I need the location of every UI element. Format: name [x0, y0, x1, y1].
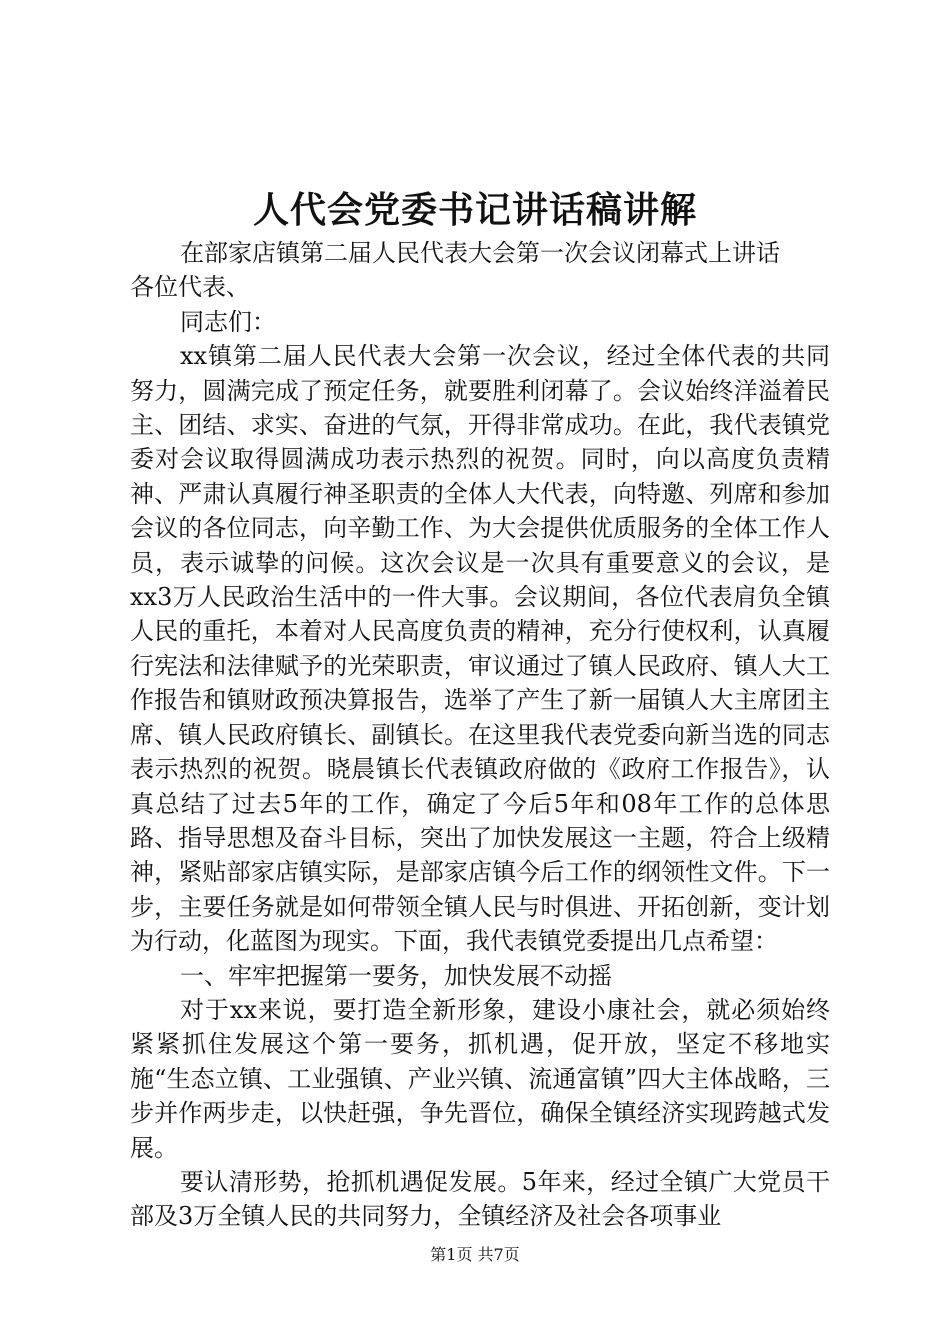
body-paragraph: 对于xx来说，要打造全新形象，建设小康社会，就必须始终紧紧抓住发展这个第一要务，抓机遇，促开放，坚定不移地实施“生态立镇、工业强镇、产业兴镇、流通富镇”四大主体战略，三步并作两步走，以快赶强，争先晋位，确保全镇经济实现跨越式发展。 — [130, 995, 830, 1162]
body-paragraph: 要认清形势，抢抓机遇促发展。5年来，经过全镇广大党员干部及3万全镇人民的共同努力，全镇经济及社会各项事业 — [130, 1167, 830, 1231]
page-number-footer: 第1页 共7页 — [430, 1245, 520, 1264]
body-paragraph: xx镇第二届人民代表大会第一次会议，经过全体代表的共同努力，圆满完成了预定任务，就要胜利闭幕了。会议始终洋溢着民主、团结、求实、奋进的气氛，开得非常成功。在此，我代表镇党委对会议取得圆满成功表示热烈的祝贺。同时，向以高度负责精神、严肃认真履行神圣职责的全体人大代表，向特邀、列席和参加会议的各位同志，向辛勤工作、为大会提供优质服务的全体工作人员，表示诚挚的问候。这次会议是一次具有重要意义的会议，是xx3万人民政治生活中的一件大事。会议期间，各位代表肩负全镇人民的重托，本着对人民高度负责的精神，充分行使权利，认真履行宪法和法律赋予的光荣职责，审议通过了镇人民政府、镇人大工作报告和镇财政预决算报告，选举了产生了新一届镇人大主席团主席、镇人民政府镇长、副镇长。在这里我代表党委向新当选的同志表示热烈的祝贺。晓晨镇长代表镇政府做的《政府工作报告》，认真总结了过去5年的工作，确定了今后5年和08年工作的总体思路、指导思想及奋斗目标，突出了加快发展这一主题，符合上级精神，紧贴部家店镇实际，是部家店镇今后工作的纲领性文件。下一步，主要任务就是如何带领全镇人民与时俱进、开拓创新，变计划为行动，化蓝图为现实。下面，我代表镇党委提出几点希望： — [130, 342, 830, 956]
speech-heading: 在部家店镇第二届人民代表大会第一次会议闭幕式上讲话 — [180, 239, 780, 267]
section-heading: 一、牢牢把握第一要务，加快发展不动摇 — [180, 961, 612, 990]
document-title: 人代会党委书记讲话稿讲解 — [252, 189, 697, 231]
salutation-delegates: 各位代表、 — [130, 273, 250, 302]
salutation-comrades: 同志们： — [180, 307, 276, 336]
document-body — [130, 236, 830, 1234]
